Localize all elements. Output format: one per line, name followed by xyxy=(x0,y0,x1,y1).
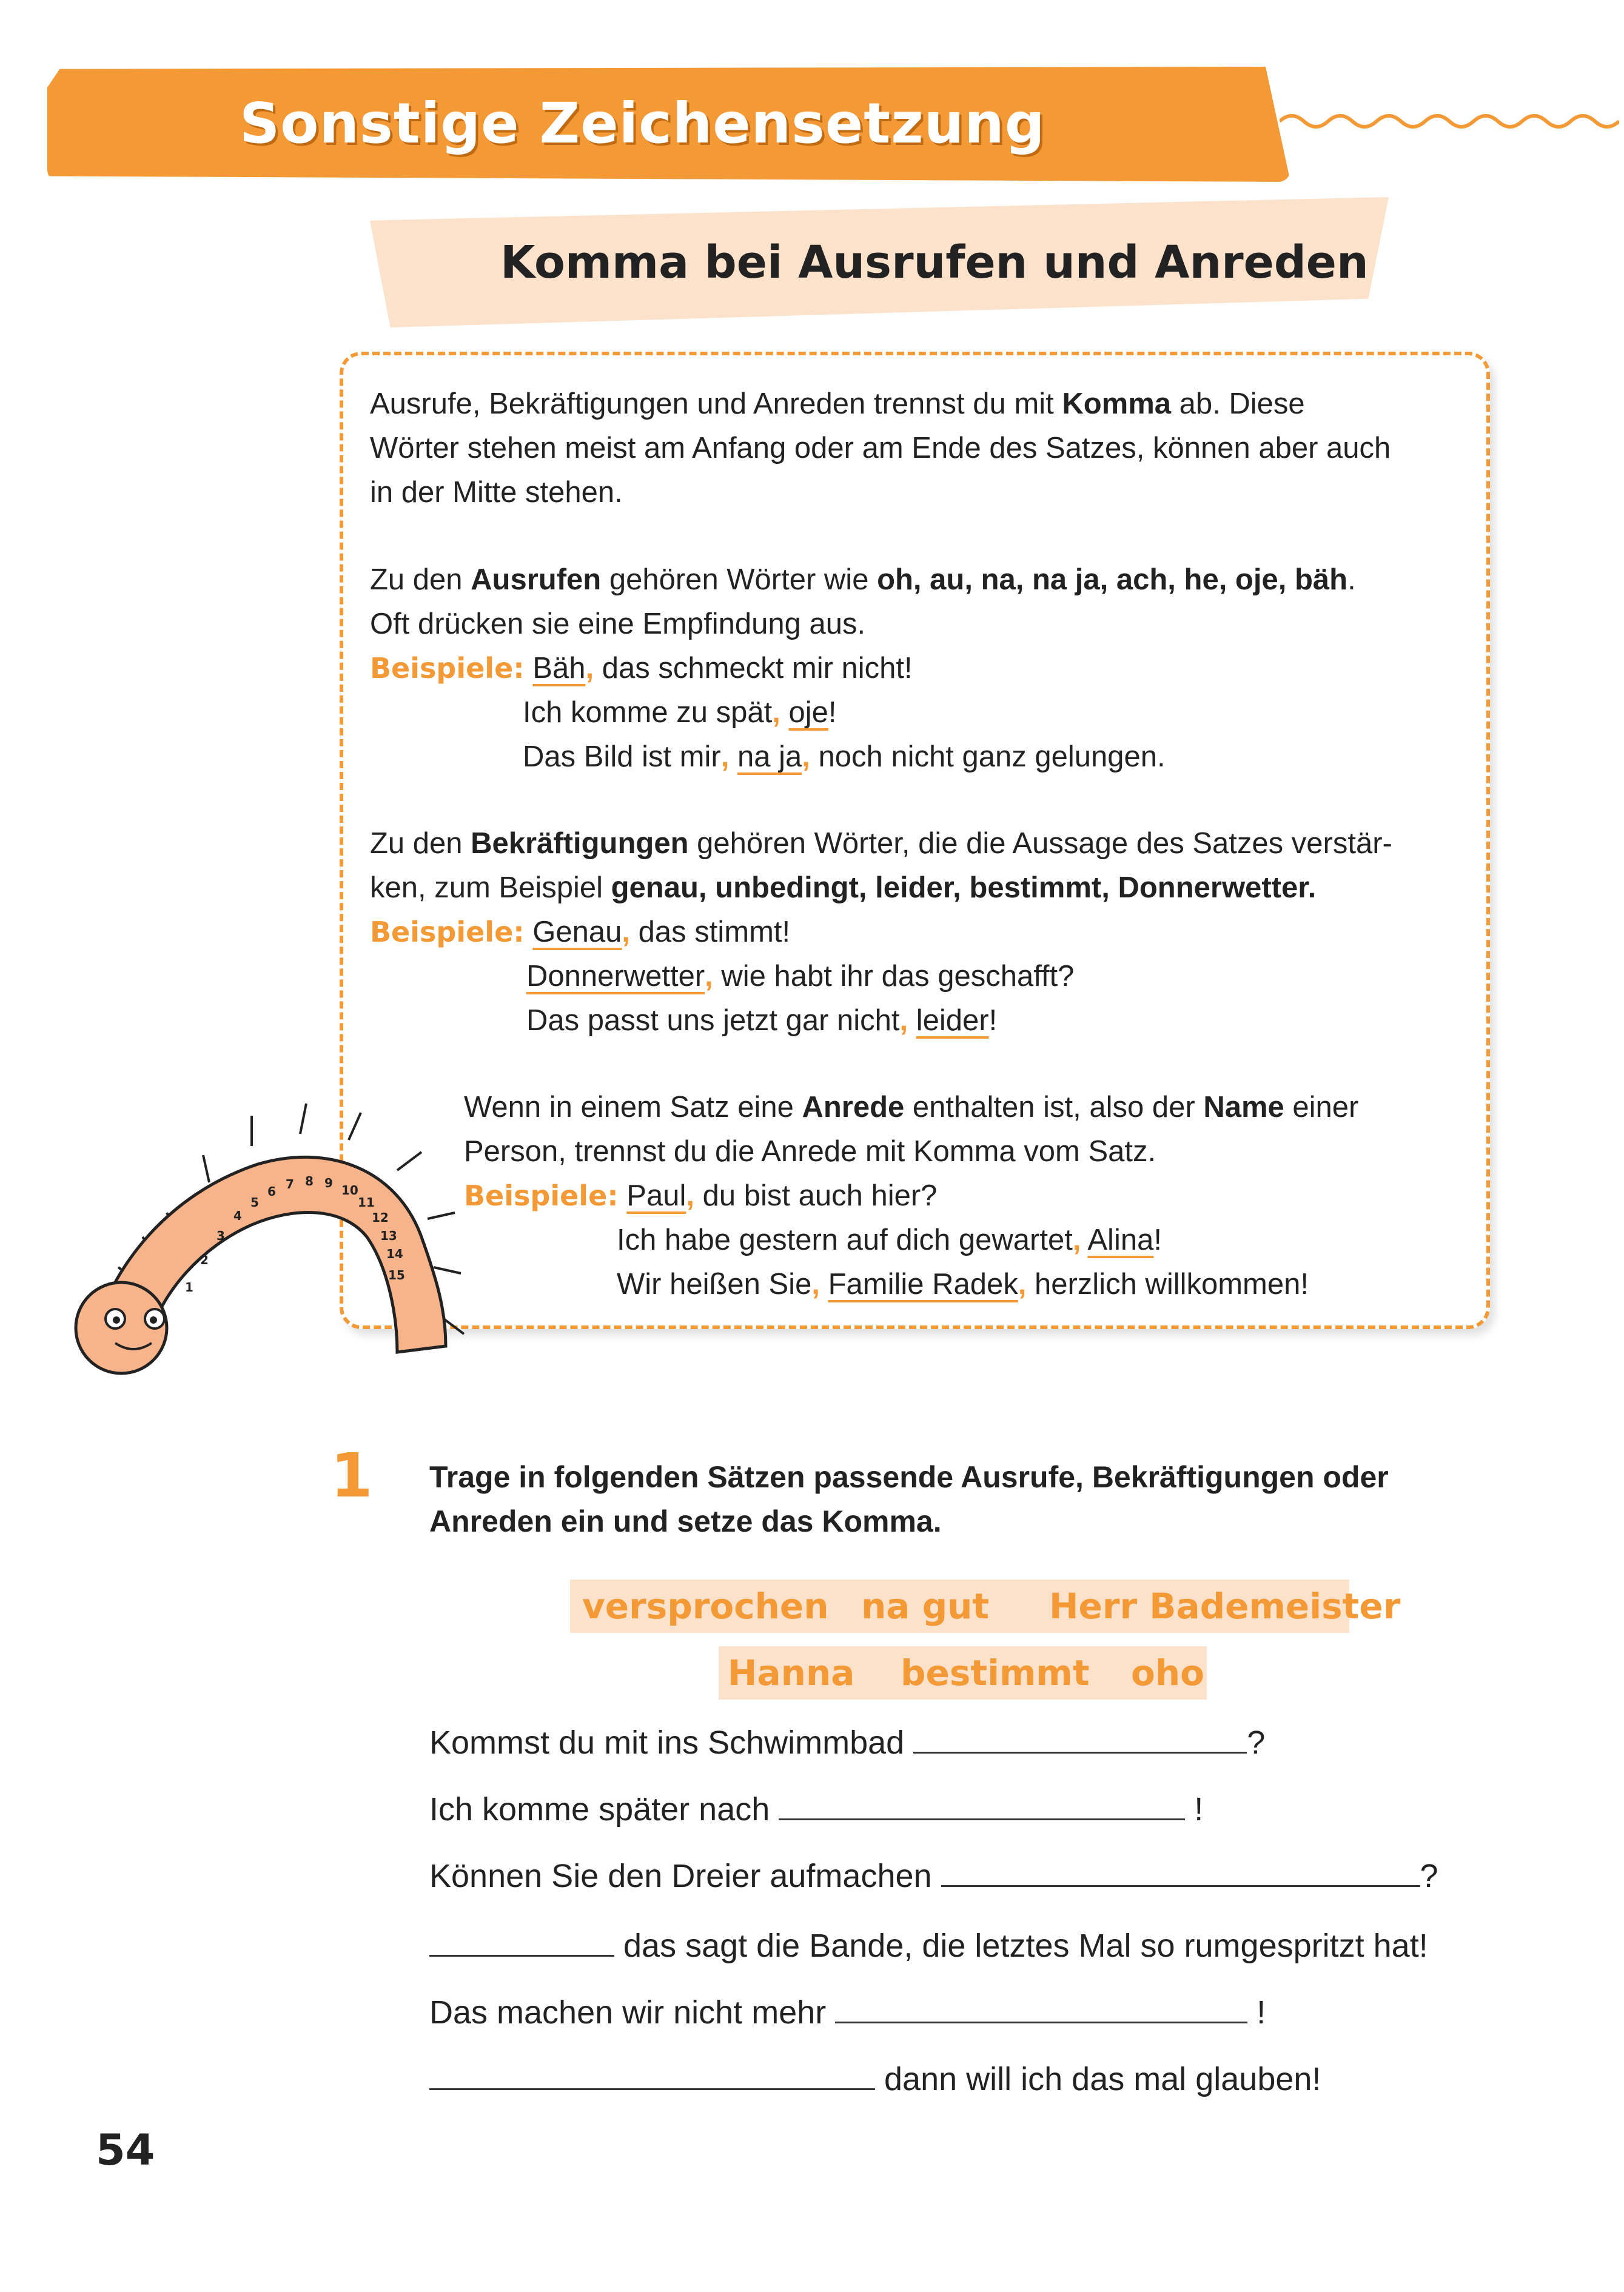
exercise-sentence: Ich komme später nach ! xyxy=(429,1786,1203,1828)
page-title: Sonstige Zeichensetzung xyxy=(240,91,1045,156)
svg-text:5: 5 xyxy=(250,1195,259,1210)
svg-text:9: 9 xyxy=(324,1176,333,1190)
svg-text:8: 8 xyxy=(305,1174,314,1188)
svg-text:7: 7 xyxy=(286,1177,294,1191)
word-bank-item: Hanna xyxy=(728,1652,855,1694)
svg-text:2: 2 xyxy=(200,1253,209,1267)
exercise-sentence: dann will ich das mal glauben! xyxy=(429,2056,1321,2098)
exercise-sentence: das sagt die Bande, die letztes Mal so rumgespritzt hat! xyxy=(429,1922,1428,1965)
caterpillar-illustration xyxy=(58,1085,494,1376)
exercise-number: 1 xyxy=(331,1440,373,1511)
svg-text:13: 13 xyxy=(380,1228,397,1243)
word-bank-item: na gut xyxy=(861,1586,990,1627)
wave-decoration xyxy=(1280,97,1619,146)
exercise-sentence: Kommst du mit ins Schwimmbad ? xyxy=(429,1719,1265,1761)
exercise-sentence: Das machen wir nicht mehr ! xyxy=(429,1989,1266,2031)
svg-text:14: 14 xyxy=(386,1247,403,1261)
word-bank-item: Herr Bademeister xyxy=(1049,1586,1401,1627)
exercise-instruction: Trage in folgenden Sätzen passende Ausrufe, Bekräftigungen oder Anreden ein und setze das Komma. xyxy=(429,1460,1389,1538)
svg-text:4: 4 xyxy=(233,1208,242,1223)
rule-ausrufe: Zu den Ausrufen gehören Wörter wie oh, au, na, na ja, ach, he, oje, bäh. Oft drücken sie eine Empfindung aus. Beispiele: Bäh, das schmeckt mir nicht! Ich komme zu spät, oje! Das Bild ist mir, na ja, noch nicht ganz gelungen. xyxy=(370,563,1356,773)
word-bank-row-1 xyxy=(570,1580,1401,1633)
word-bank-item: oho xyxy=(1131,1652,1204,1694)
word-bank-item: versprochen xyxy=(582,1586,829,1627)
exercise-sentence: Können Sie den Dreier aufmachen ? xyxy=(429,1852,1438,1895)
section-subtitle: Komma bei Ausrufen und Anreden xyxy=(500,236,1369,289)
examples-label: Beispiele: xyxy=(370,652,525,685)
examples-label: Beispiele: xyxy=(464,1179,619,1212)
word-bank-row-2 xyxy=(719,1646,1207,1700)
answer-blank[interactable] xyxy=(779,1786,1185,1820)
svg-text:6: 6 xyxy=(267,1184,276,1199)
answer-blank[interactable] xyxy=(429,2056,875,2090)
examples-label: Beispiele: xyxy=(370,916,525,948)
answer-blank[interactable] xyxy=(941,1852,1420,1887)
rule-bekraeftigungen: Zu den Bekräftigungen gehören Wörter, die die Aussage des Satzes verstär- ken, zum Beispiel genau, unbedingt, leider, bestimmt, Donnerwetter. Beispiele: Genau, das stimmt! Donnerwetter, wie habt ihr das geschafft? Das passt uns jetzt gar nicht, leider! xyxy=(370,827,1392,1037)
svg-text:3: 3 xyxy=(216,1228,225,1243)
svg-text:11: 11 xyxy=(358,1195,375,1210)
svg-text:10: 10 xyxy=(341,1183,358,1198)
answer-blank[interactable] xyxy=(429,1922,614,1957)
svg-text:1: 1 xyxy=(185,1280,193,1295)
answer-blank[interactable] xyxy=(835,1989,1247,2023)
answer-blank[interactable] xyxy=(913,1719,1247,1754)
rule-anreden: Wenn in einem Satz eine Anrede enthalten ist, also der Name einer Person, trennst du die Anrede mit Komma vom Satz. Beispiele: Paul, du bist auch hier? Ich habe gestern auf dich gewartet, Alina! Wir heißen Sie, Familie Radek, herzlich willkommen! xyxy=(464,1091,1359,1301)
rule-intro: Ausrufe, Bekräftigungen und Anreden trennst du mit Komma ab. Diese Wörter stehen meist am Anfang oder am Ende des Satzes, können aber auch in der Mitte stehen. xyxy=(370,387,1391,509)
page-number: 54 xyxy=(96,2125,155,2175)
svg-text:12: 12 xyxy=(372,1210,389,1225)
svg-text:15: 15 xyxy=(388,1268,405,1282)
word-bank-item: bestimmt xyxy=(901,1652,1090,1694)
